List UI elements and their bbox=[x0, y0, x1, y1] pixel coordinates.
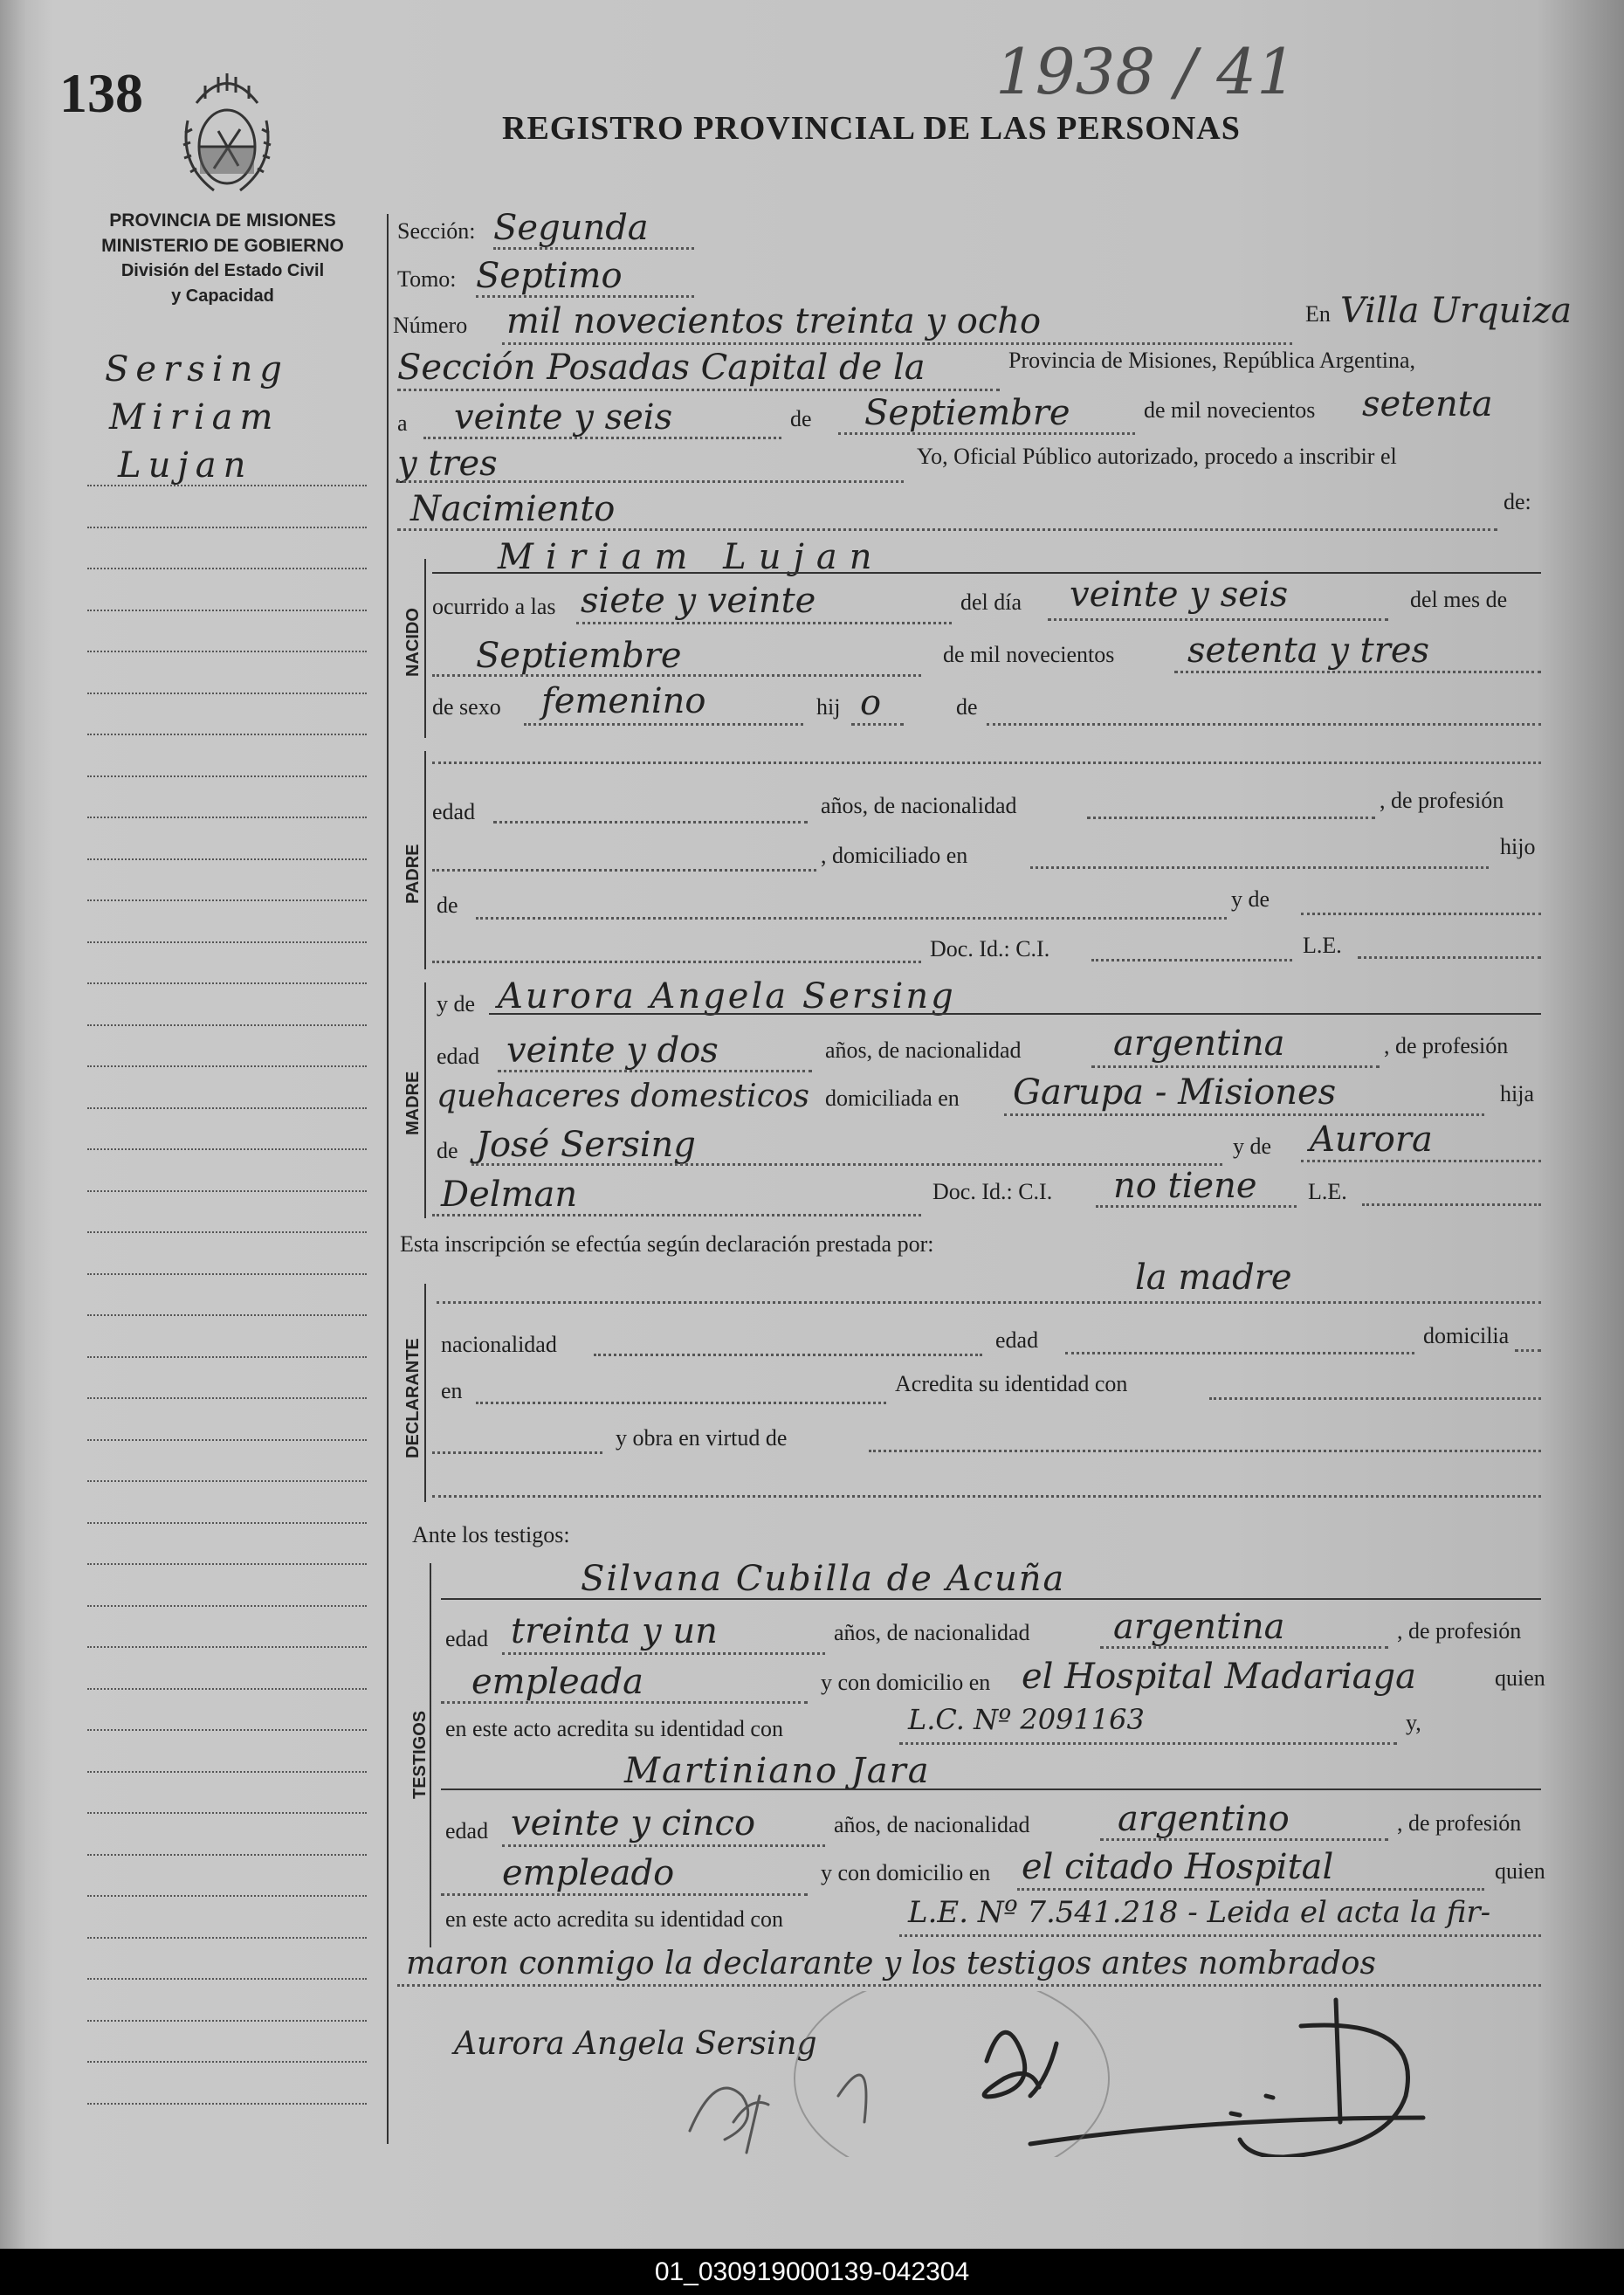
madre-de-label: de bbox=[437, 1138, 458, 1163]
declarante-acredita-line bbox=[1209, 1397, 1541, 1400]
sexo-label: de sexo bbox=[432, 694, 501, 720]
declarante-extra-line bbox=[432, 1495, 1541, 1498]
page-number: 138 bbox=[59, 62, 143, 124]
t1-nombre-value: Silvana Cubilla de Acuña bbox=[581, 1559, 1066, 1599]
madre-edad-label: edad bbox=[437, 1044, 480, 1069]
margin-surname: Sersing bbox=[105, 349, 289, 389]
madre-section-label: MADRE bbox=[403, 1071, 423, 1135]
en-label: En bbox=[1305, 301, 1331, 327]
t1-doc-line bbox=[899, 1742, 1397, 1745]
margin-ruled-line bbox=[87, 2103, 367, 2105]
margin-ruled-line bbox=[87, 941, 367, 943]
signature-scribbles bbox=[664, 1991, 1493, 2157]
margin-ruled-line bbox=[87, 1605, 367, 1607]
document-title: REGISTRO PROVINCIAL DE LAS PERSONAS bbox=[502, 110, 1241, 147]
madre-edad-value: veinte y dos bbox=[506, 1030, 719, 1071]
oficial-label: Yo, Oficial Público autorizado, procedo a inscribir el bbox=[917, 444, 1397, 469]
acto-line bbox=[397, 528, 1497, 531]
madre-domicilio-line bbox=[1004, 1113, 1484, 1116]
t1-nombre-line bbox=[441, 1598, 1541, 1600]
t2-nombre-value: Martiniano Jara bbox=[624, 1751, 931, 1791]
acto-value: Nacimiento bbox=[410, 489, 616, 529]
t2-nombre-line bbox=[441, 1788, 1541, 1790]
nacido-anio-line bbox=[1174, 671, 1541, 673]
madre-nombre-line bbox=[489, 1013, 1541, 1015]
margin-ruled-line bbox=[87, 1646, 367, 1648]
margin-ruled-line bbox=[87, 1356, 367, 1358]
closing-text: maron conmigo la declarante y los testigos antes nombrados bbox=[406, 1946, 1376, 1981]
madre-le-label: L.E. bbox=[1308, 1179, 1347, 1204]
margin-ruled-line bbox=[87, 568, 367, 569]
madre-anios-label: años, de nacionalidad bbox=[825, 1037, 1022, 1063]
declarante-domicilia-label: domicilia bbox=[1423, 1323, 1510, 1348]
madre-doc-lead-line bbox=[432, 1214, 921, 1216]
margin-ruled-line bbox=[87, 1065, 367, 1067]
t2-profesion-line bbox=[441, 1893, 808, 1896]
authority-capacity: y Capacidad bbox=[171, 286, 274, 306]
madre-yde2-label: y de bbox=[1233, 1134, 1272, 1159]
header-line4-value: y tres bbox=[397, 444, 498, 484]
madre-profesion-label: , de profesión bbox=[1384, 1033, 1509, 1058]
t2-edad-label: edad bbox=[445, 1818, 489, 1844]
nacido-section-label: NACIDO bbox=[403, 608, 423, 677]
provincia-label: Provincia de Misiones, República Argentina, bbox=[1008, 348, 1415, 373]
t2-acredita-label: en este acto acredita su identidad con bbox=[445, 1906, 783, 1932]
sexo-line bbox=[524, 723, 803, 726]
padre-de-label: de bbox=[437, 892, 458, 918]
margin-ruled-line bbox=[87, 1895, 367, 1897]
madre-padre-value: José Sersing bbox=[476, 1125, 696, 1165]
t1-domicilio-value: el Hospital Madariaga bbox=[1022, 1657, 1416, 1697]
margin-ruled-line bbox=[87, 1314, 367, 1316]
margin-ruled-line bbox=[87, 1231, 367, 1233]
coat-of-arms-icon bbox=[179, 68, 275, 199]
madre-nombre-value: Aurora Angela Sersing bbox=[498, 976, 956, 1017]
margin-ruled-line bbox=[87, 1729, 367, 1731]
madre-domicilio-value: Garupa - Misiones bbox=[1013, 1072, 1337, 1113]
t2-nac-line bbox=[1100, 1838, 1388, 1841]
hij-line bbox=[851, 723, 904, 726]
authority-block bbox=[83, 208, 362, 309]
madre-profesion-value: quehaceres domesticos bbox=[437, 1079, 810, 1114]
madre-le-line bbox=[1362, 1203, 1541, 1206]
madre-yde-line bbox=[1301, 1160, 1541, 1162]
margin-ruled-line bbox=[87, 1190, 367, 1192]
numero-label: Número bbox=[393, 313, 468, 338]
margin-ruled-line bbox=[87, 527, 367, 528]
padre-domicilio-line bbox=[1030, 866, 1489, 869]
padre-doc-lead-line bbox=[432, 961, 921, 963]
margin-ruled-line bbox=[87, 734, 367, 735]
nacido-mes-line bbox=[432, 674, 921, 677]
margin-ruled-line bbox=[87, 817, 367, 818]
padre-name-line bbox=[432, 762, 1541, 764]
t2-edad-line bbox=[502, 1844, 825, 1847]
padre-le-line bbox=[1358, 956, 1541, 959]
year-note: 1938 / 41 bbox=[995, 35, 1297, 108]
t2-domicilio-line bbox=[1017, 1888, 1484, 1891]
deldia-label: del día bbox=[960, 589, 1022, 615]
seccion-line bbox=[493, 247, 694, 250]
margin-given-name: Miriam bbox=[109, 397, 280, 438]
declarante-nac-line bbox=[594, 1354, 982, 1356]
t2-profesion-label: , de profesión bbox=[1397, 1810, 1522, 1836]
declarante-obra-label: y obra en virtud de bbox=[616, 1425, 788, 1451]
madre-nacionalidad-value: argentina bbox=[1113, 1023, 1285, 1064]
nacido-nombre-line bbox=[432, 572, 1541, 574]
margin-ruled-line bbox=[87, 1480, 367, 1482]
madre-hija-label: hija bbox=[1500, 1081, 1534, 1106]
padre-nac-line bbox=[1087, 817, 1375, 819]
margin-ruled-line bbox=[87, 1812, 367, 1814]
margin-ruled-line bbox=[87, 2061, 367, 2063]
t2-domicilio-label: y con domicilio en bbox=[821, 1860, 991, 1885]
header-line2-line bbox=[397, 389, 1000, 391]
mil-label: de mil novecientos bbox=[1144, 397, 1316, 423]
margin-ruled-line bbox=[87, 1439, 367, 1441]
t1-doc-value: L.C. Nº 2091163 bbox=[908, 1703, 1145, 1736]
t2-domicilio-value: el citado Hospital bbox=[1022, 1847, 1334, 1887]
t2-nacionalidad-value: argentino bbox=[1118, 1799, 1290, 1839]
margin-ruled-line bbox=[87, 1937, 367, 1939]
padre-de-line bbox=[476, 917, 1227, 920]
t1-edad-line bbox=[502, 1652, 825, 1655]
seccion-label: Sección: bbox=[397, 218, 476, 244]
declarante-acredita-label: Acredita su identidad con bbox=[895, 1371, 1128, 1396]
sexo-value: femenino bbox=[541, 681, 706, 721]
madre-doc-line bbox=[1096, 1205, 1297, 1208]
declarante-obra-lead-line bbox=[432, 1451, 602, 1454]
nacido-mes-value: Septiembre bbox=[476, 636, 682, 676]
margin-ruled-line bbox=[87, 899, 367, 901]
madre-edad-line bbox=[498, 1070, 812, 1072]
de2-label: de: bbox=[1504, 489, 1531, 514]
anio-value: setenta bbox=[1362, 384, 1493, 424]
padre-hijo-label: hijo bbox=[1500, 834, 1536, 859]
declarante-edad-label: edad bbox=[995, 1327, 1039, 1353]
header-line2-value: Sección Posadas Capital de la bbox=[397, 348, 926, 388]
padre-doc-label: Doc. Id.: C.I. bbox=[930, 936, 1050, 961]
dia-line bbox=[423, 437, 781, 439]
margin-ruled-line bbox=[87, 1273, 367, 1275]
margin-middle-name: Lujan bbox=[118, 445, 253, 486]
padre-profesion-label: , de profesión bbox=[1380, 788, 1504, 813]
madre-doc-value: no tiene bbox=[1113, 1166, 1257, 1206]
madre-bracket bbox=[424, 982, 426, 1218]
margin-ruled-line bbox=[87, 1148, 367, 1150]
t2-edad-value: veinte y cinco bbox=[511, 1803, 756, 1844]
t1-nac-line bbox=[1100, 1646, 1388, 1649]
t1-profesion-value: empleada bbox=[471, 1662, 643, 1702]
tomo-label: Tomo: bbox=[397, 266, 457, 292]
declarante-obra-line bbox=[869, 1450, 1541, 1452]
mes-line bbox=[838, 432, 1135, 435]
header-line4-line bbox=[397, 480, 904, 483]
padre-yde-line bbox=[1301, 913, 1541, 915]
hij-value: o bbox=[860, 683, 882, 723]
margin-border bbox=[387, 214, 389, 2144]
margin-ruled-line bbox=[87, 2020, 367, 2022]
t1-quien-label: quien bbox=[1495, 1665, 1545, 1691]
numero-line bbox=[502, 342, 1292, 345]
closing-line bbox=[397, 1984, 1541, 1987]
authority-province: PROVINCIA DE MISIONES bbox=[109, 210, 336, 231]
declaracion-line bbox=[437, 1301, 1541, 1304]
t1-profesion-line bbox=[441, 1701, 808, 1704]
madre-yde-label: y de bbox=[437, 991, 476, 1017]
madre-doc-label: Doc. Id.: C.I. bbox=[932, 1179, 1053, 1204]
hora-value: siete y veinte bbox=[581, 581, 816, 621]
margin-ruled-line bbox=[87, 610, 367, 611]
padre-domiciliado-label: , domiciliado en bbox=[821, 843, 968, 868]
margin-ruled-line bbox=[87, 1688, 367, 1690]
padre-yde-label: y de bbox=[1231, 886, 1270, 912]
hora-line bbox=[576, 622, 952, 624]
madre-nac-line bbox=[1091, 1065, 1380, 1068]
declarante-edad-line bbox=[1065, 1352, 1414, 1354]
padre-edad-line bbox=[493, 821, 808, 824]
nacido-anio-value: setenta y tres bbox=[1187, 631, 1430, 671]
hij-label: hij bbox=[816, 694, 841, 720]
t1-edad-label: edad bbox=[445, 1626, 489, 1651]
t2-doc-line bbox=[899, 1934, 1541, 1937]
t2-doc-value: L.E. Nº 7.541.218 - Leida el acta la fir- bbox=[908, 1895, 1491, 1930]
margin-ruled-line bbox=[87, 1978, 367, 1980]
nacido-nombre-value: Miriam Lujan bbox=[498, 537, 884, 577]
t1-profesion-label: , de profesión bbox=[1397, 1618, 1522, 1644]
seccion-value: Segunda bbox=[493, 208, 649, 248]
padre-bracket bbox=[424, 751, 426, 969]
nacido-de-label: de bbox=[956, 694, 978, 720]
ante-testigos-label: Ante los testigos: bbox=[412, 1522, 570, 1547]
t1-anios-label: años, de nacionalidad bbox=[834, 1620, 1030, 1645]
margin-ruled-line bbox=[87, 693, 367, 694]
padre-le-label: L.E. bbox=[1303, 933, 1342, 958]
margin-ruled-line bbox=[87, 858, 367, 860]
nacido-de-line bbox=[987, 723, 1541, 726]
margin-ruled-line bbox=[87, 982, 367, 984]
declarante-domicilia-line bbox=[1515, 1349, 1541, 1352]
madre-madre-value: Aurora bbox=[1310, 1120, 1433, 1160]
padre-profesion-line bbox=[432, 869, 816, 872]
testigos-section-label: TESTIGOS bbox=[410, 1710, 430, 1799]
t1-y-label: y, bbox=[1406, 1710, 1421, 1735]
scan-id-footer: 01_030919000139-042304 bbox=[0, 2249, 1624, 2295]
madre-domiciliada-label: domiciliada en bbox=[825, 1085, 960, 1111]
de-label: de bbox=[790, 406, 812, 431]
padre-section-label: PADRE bbox=[403, 844, 423, 904]
margin-ruled-line bbox=[87, 1771, 367, 1773]
margin-ruled-line bbox=[87, 1563, 367, 1565]
tomo-value: Septimo bbox=[476, 256, 623, 296]
padre-anios-label: años, de nacionalidad bbox=[821, 793, 1017, 818]
declaracion-value: la madre bbox=[1135, 1258, 1292, 1298]
delmes-label: del mes de bbox=[1410, 587, 1508, 612]
t1-acredita-label: en este acto acredita su identidad con bbox=[445, 1716, 783, 1741]
nacido-bracket bbox=[424, 559, 426, 738]
t2-quien-label: quien bbox=[1495, 1858, 1545, 1884]
t2-profesion-value: empleado bbox=[502, 1853, 675, 1893]
dia-value: veinte y seis bbox=[454, 397, 673, 438]
declarante-nacionalidad-label: nacionalidad bbox=[441, 1332, 557, 1357]
t1-nacionalidad-value: argentina bbox=[1113, 1607, 1285, 1647]
madre-de-line bbox=[471, 1163, 1222, 1166]
declaracion-label: Esta inscripción se efectúa según declaración prestada por: bbox=[400, 1231, 934, 1257]
declarante-en-line bbox=[476, 1402, 886, 1404]
margin-ruled-line bbox=[87, 485, 367, 486]
tomo-line bbox=[476, 295, 694, 298]
en-value: Villa Urquiza bbox=[1340, 291, 1572, 331]
declarante-bracket bbox=[424, 1284, 426, 1502]
margin-ruled-line bbox=[87, 1854, 367, 1856]
nacido-dia-line bbox=[1048, 618, 1388, 621]
signature-declarante: Aurora Angela Sersing bbox=[454, 2026, 817, 2062]
t1-domicilio-label: y con domicilio en bbox=[821, 1670, 991, 1695]
margin-ruled-line bbox=[87, 1107, 367, 1109]
madre-madre2-value: Delman bbox=[441, 1175, 578, 1215]
margin-ruled-line bbox=[87, 1397, 367, 1399]
ocurrido-label: ocurrido a las bbox=[432, 594, 556, 619]
margin-ruled-line bbox=[87, 1522, 367, 1524]
padre-edad-label: edad bbox=[432, 799, 476, 824]
mes-value: Septiembre bbox=[864, 393, 1070, 433]
declarante-en-label: en bbox=[441, 1378, 463, 1403]
authority-division: División del Estado Civil bbox=[120, 261, 325, 280]
authority-ministry: MINISTERIO DE GOBIERNO bbox=[101, 236, 344, 256]
nacido-dia-value: veinte y seis bbox=[1070, 575, 1289, 615]
margin-ruled-line bbox=[87, 1024, 367, 1026]
margin-ruled-line bbox=[87, 651, 367, 652]
nacido-mil-label: de mil novecientos bbox=[943, 642, 1115, 667]
t2-anios-label: años, de nacionalidad bbox=[834, 1812, 1030, 1837]
numero-value: mil novecientos treinta y ocho bbox=[506, 301, 1042, 341]
a-label: a bbox=[397, 410, 408, 436]
declarante-section-label: DECLARANTE bbox=[403, 1338, 423, 1458]
padre-doc-line bbox=[1091, 959, 1292, 961]
margin-ruled-line bbox=[87, 775, 367, 777]
t1-edad-value: treinta y un bbox=[511, 1611, 718, 1651]
